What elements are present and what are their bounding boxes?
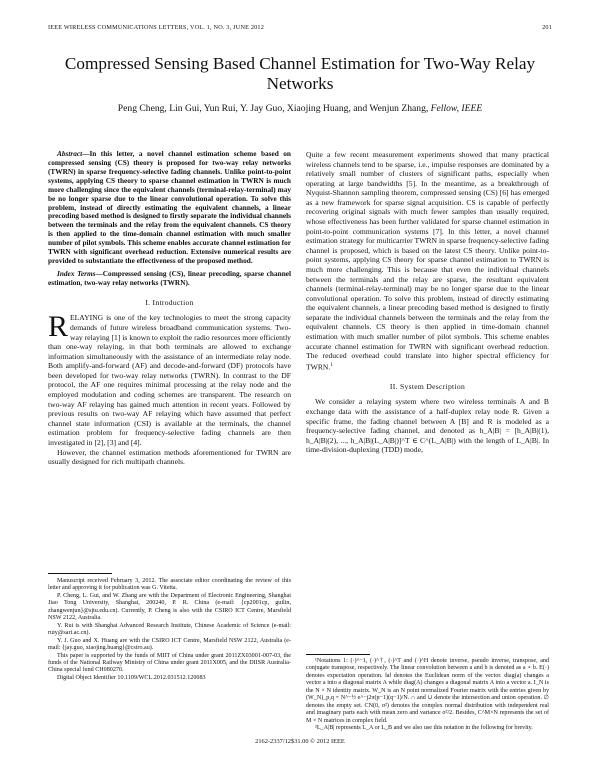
right-column [306, 150, 549, 455]
footnote-notation-2: ²L_A|B| represents L_A or L_B and we also use this notation in the following for brevity. [315, 725, 533, 732]
running-header [48, 24, 552, 34]
copyright-footer: 2162-2337/12$31.00 © 2012 IEEE [255, 738, 345, 745]
abstract [48, 150, 291, 266]
index-terms-lead: Index Terms [57, 268, 96, 278]
right-paragraph-1-text: Quite a few recent measurement experiments showed that many practical wireless channels tend to be sparse, i.e., impulse responses are dominated by a relatively small number of clusters of significant paths, especially when operating at large bandwidths [5]. In the meantime, as a breakthrough of Nyquist-Shannon sampling theorem, compressed sensing (CS) [6] has emerged as a new framework for sparse signal acquisition. CS is capable of perfectly recovering original signals with much fewer samples than usually required, whose effectiveness has been further validated for sparse channel estimation in point-to-point communication systems [7]. In this letter, a novel channel estimation strategy for multicarrier TWRN in sparse frequency-selective fading channel is proposed, which is based on the latest CS theory. Unlike point-to-point systems, applying CS theory for sparse channel estimation to TWRN is much more challenging. This is because that even the individual channels between the terminals and the relay are sparse, the resultant equivalent channels (terminal-relay-terminal) may be no longer sparse due to the linear convolutional operation. To solve this problem, instead of directly estimating the equivalent channels, a linear precoding based method is designed to firstly separate the individual channels between the terminals and the relay from the equivalent channels. CS theory is then applied in time-domain channel estimation with much smaller number of pilot symbols. This scheme enables accurate channel estimation for TWRN with significant overhead reduction. The reduced overhead could translate into higher spectral efficiency for TWRN. [306, 150, 549, 372]
abstract-lead: Abstract [57, 149, 83, 158]
footnote-rule-right [306, 654, 370, 655]
right-paragraph-1 [306, 150, 549, 372]
section-heading-introduction: I. Introduction [145, 297, 194, 307]
paper-title: Compressed Sensing Based Channel Estimation for Two-Way Relay Networks [64, 54, 536, 93]
index-terms-text: —Compressed sensing (CS), linear precoding, sparse channel estimation, two-way relay networks (TWRN). [48, 268, 292, 287]
footnote-doi: Digital Object Identifier 10.1109/WCL.2012.031512.120083 [57, 674, 206, 681]
intro-paragraph-2: However, the channel estimation methods aforementioned for TWRN are usually designed for rich multipath channels. [48, 447, 291, 467]
abstract-text: —In this letter, a novel channel estimation scheme based on compressed sensing (CS) theory is proposed for two-way relay networks (TWRN) in sparse frequency-selective fading channels. Unlike point-to-point systems, applying CS theory to sparse channel estimation in TWRN is much more challenging since the equivalent channels (terminal-relay-terminal) may be no longer sparse due to the linear convolutional operation. To solve this problem, instead of directly estimating the equivalent channels, a linear precoding based method is designed to firstly separate the individual channels between the terminals and the relay from the equivalent channels. CS theory is then applied to the time-domain channel estimation with much smaller number of pilot symbols. This scheme enables accurate channel estimation for TWRN with significant overhead reduction. Extensive numerical results are provided to substantiate the effectiveness of the proposed method. [48, 149, 291, 266]
left-column [48, 150, 291, 467]
author-names: Peng Cheng, Lin Gui, Yun Rui, Y. Jay Guo, Xiaojing Huang, and Wenjun Zhang, [117, 103, 429, 114]
footnote-affiliation-1: P. Cheng, L. Gui, and W. Zhang are with the Department of Electronic Engineering, Shanghai Jiao Tong University, Shanghai, 200240, P. R. China (e-mail: {cp2001cp, guilin, zhangwenjun}@sjtu.edu.cn). Currently, P. Cheng is also with the CSIRO ICT Centre, Marsfield NSW 2122, Australia. [48, 592, 291, 622]
drop-cap: R [48, 310, 69, 344]
author-suffix: Fellow, IEEE [430, 103, 483, 114]
footnote-marker-1: 1 [330, 362, 333, 368]
section-heading-system: II. System Description [389, 381, 466, 391]
footnote-manuscript: Manuscript received February 3, 2012. The associate editor coordinating the review of this letter and approving it for publication was G. Vitetta. [48, 578, 291, 592]
index-terms [48, 270, 291, 288]
page-number: 201 [542, 24, 552, 31]
footnote-rule-left [48, 573, 112, 574]
system-paragraph-1: We consider a relaying system where two wireless terminals A and B exchange data with the assistance of a half-duplex relay node R. Given a specific frame, the fading channel between A [B] and R is modeled as a frequency-selective fading channel, and denoted as h_A|B| = [h_A|B|(1), h_A|B|(2), ..., h_A|B|(L_A|B|)]^T ∈ C^(L_A|B|) with the length of L_A|B|. In time-division-duplexing (TDD) mode, [306, 397, 549, 455]
author-list [40, 103, 560, 114]
journal-name: IEEE WIRELESS COMMUNICATIONS LETTERS, VOL. 1, NO. 3, JUNE 2012 [48, 24, 265, 31]
footnote-notations: ¹Notations 1: (·)^−1, (·)^†, (·)^T and (·)^H denote inverse, pseudo inverse, transpose, and conjugate transpose, respectively. The linear convolution between a and b is denoted as a ⋆ b. E(·) denotes expectation operation. ‖a‖ denotes the Euclidean norm of the vector. diag(a) changes a vector a into a diagonal matrix A while diag(A) changes a diagonal matrix A into a vector a. I_N is the N × N identity matrix. W_N is an N point normalized Fourier matrix with the entries given by (W_N)_p,q = N^−½ e^−j2π(p−1)(q−1)/N. ∩ and ∪ denote the intersection and union operation. ∅ denotes the empty set. CN(0, σ²) denotes the complex normal distribution with independent real and imaginary parts each with mean zero and variance σ²/2. Besides, C^M×N represents the set of M × N matrices in complex field. [306, 658, 549, 724]
footnote-affiliation-2: Y. Rui is with Shanghai Advanced Research Institute, Chinese Academic of Science (e-mail: ruiy@sari.ac.cn). [48, 622, 291, 637]
footnotes-right [306, 658, 549, 733]
footnote-funding: This paper is supported by the funds of MIIT of China under grant 2011ZX03001-007-03, the funds of the National Railway Ministry of China under grant 2011X005, and the DIISR Australia-China special fund CH080270. [48, 652, 291, 674]
footnotes-left [48, 578, 291, 682]
intro-paragraph-1-text: ELAYING is one of the key technologies to meet the strong capacity demands of future wireless broadband communication systems. Two-way relaying [1] is known to exploit the radio resources more efficiently than one-way relaying, in that both terminals are allowed to exchange information simultaneously with the assistance of an intermediate relay node. Both amplify-and-forward (AF) and decode-and-forward (DF) protocols have been developed for two-way relay networks (TWRN). In contrast to the DF protocol, the AF one requires minimal processing at the relay node and the employed modulation and coding schemes are transparent. The research on two-way AF relaying has gained much attention in recent years. Followed by previous results on two-way AF relaying which have assumed that perfect channel state information (CSI) is available at the terminals, the channel estimation problem for frequency-selective fading channels are then investigated in [2], [3] and [4]. [48, 313, 291, 447]
intro-paragraph-1 [48, 310, 291, 447]
footnote-affiliation-3: Y. J. Guo and X. Huang are with the CSIRO ICT Centre, Marsfield NSW 2122, Australia (e-mail: {jay.guo, xiaojing.huang}@csiro.au). [48, 637, 291, 652]
